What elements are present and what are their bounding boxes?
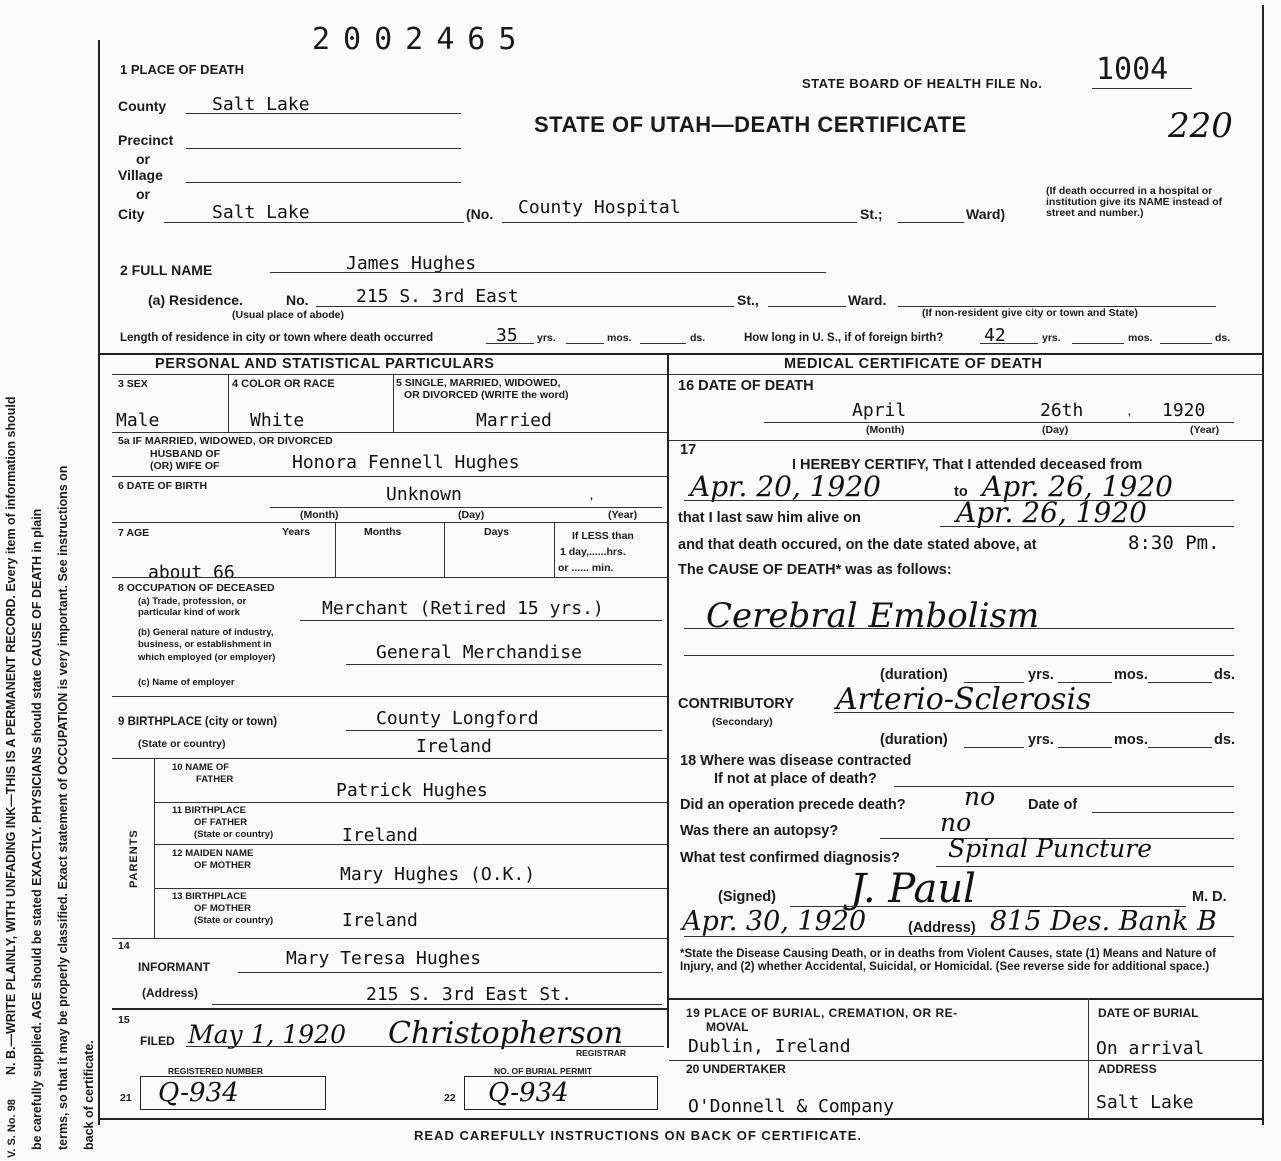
age-days-label: Days xyxy=(484,526,510,538)
undertaker-value: O'Donnell & Company xyxy=(688,1096,894,1117)
last-saw-date: Apr. 26, 1920 xyxy=(956,496,1147,529)
mother-birthplace-value: Ireland xyxy=(342,910,418,931)
father-name-value: Patrick Hughes xyxy=(336,780,488,801)
file-no: 1004 xyxy=(1096,52,1169,87)
registered-number: Q-934 xyxy=(158,1078,239,1108)
attended-from: Apr. 20, 1920 xyxy=(690,470,881,503)
certificate-title: STATE OF UTAH—DEATH CERTIFICATE xyxy=(534,112,967,137)
length-residence-label: Length of residence in city or town where death occurred xyxy=(120,332,434,344)
cause-of-death: Cerebral Embolism xyxy=(706,596,1040,636)
occupation-label: 8 OCCUPATION OF DECEASED xyxy=(118,582,275,594)
contributory-cause: Arterio-Sclerosis xyxy=(836,682,1092,717)
informant-label: INFORMANT xyxy=(138,960,210,974)
filed-date: May 1, 1920 xyxy=(188,1020,346,1049)
test-value: Spinal Puncture xyxy=(948,834,1152,863)
spouse-label: 5a IF MARRIED, WIDOWED, OR DIVORCED xyxy=(118,435,333,447)
undertaker-label: 20 UNDERTAKER xyxy=(686,1062,786,1076)
signed-label: (Signed) xyxy=(718,889,776,905)
sex-label: 3 SEX xyxy=(118,378,148,390)
residence-ward-label: Ward. xyxy=(848,292,887,308)
age-value: about 66 xyxy=(148,562,235,583)
registrar-number: 220 xyxy=(1168,106,1233,146)
residence-label: (a) Residence. xyxy=(148,292,243,308)
residence-st-label: St., xyxy=(737,292,759,308)
death-month: April xyxy=(852,400,907,421)
occupation-trade-value: Merchant (Retired 15 yrs.) xyxy=(322,598,604,619)
form-number: V. S. No. 98 xyxy=(6,1099,18,1158)
father-birthplace-value: Ireland xyxy=(342,825,418,846)
physician-address: 815 Des. Bank B xyxy=(990,906,1217,937)
sidebar-instruction-line2: be carefully supplied. AGE should be stated EXACTLY. PHYSICIANS should state CAUSE OF DEATH in plain xyxy=(30,508,44,1150)
birthplace-city-value: County Longford xyxy=(376,708,539,729)
color-label: 4 COLOR OR RACE xyxy=(232,378,335,390)
full-name-label: 2 FULL NAME xyxy=(120,262,213,278)
sidebar-instruction-line4: back of certificate. xyxy=(82,1040,96,1150)
age-years-label: Years xyxy=(282,526,311,538)
marital-label: 5 SINGLE, MARRIED, WIDOWED, xyxy=(396,377,561,389)
burial-permit-number: Q-934 xyxy=(488,1078,569,1108)
undertaker-address-label: ADDRESS xyxy=(1098,1062,1157,1076)
dob-value: Unknown xyxy=(386,484,462,505)
physician-address-label: (Address) xyxy=(908,920,976,936)
attended-to: Apr. 26, 1920 xyxy=(982,470,1173,503)
age-months-label: Months xyxy=(364,526,402,538)
physician-signature: J. Paul xyxy=(850,866,976,912)
informant-value: Mary Teresa Hughes xyxy=(286,948,482,969)
footer-instructions: READ CAREFULLY INSTRUCTIONS ON BACK OF CERTIFICATE. xyxy=(414,1128,862,1143)
signed-date: Apr. 30, 1920 xyxy=(682,906,867,937)
us-residence-label: How long in U. S., if of foreign birth? xyxy=(744,332,944,344)
contracted-label: 18 Where was disease contracted xyxy=(680,753,912,769)
sidebar-instruction-line1: N. B.—WRITE PLAINLY, WITH UNFADING INK—THIS IS A PERMANENT RECORD. Every item of information should xyxy=(4,396,18,1075)
autopsy-label: Was there an autopsy? xyxy=(680,823,839,839)
us-years: 42 xyxy=(984,325,1006,346)
cause-label: The CAUSE OF DEATH* was as follows: xyxy=(678,562,952,578)
file-no-label: STATE BOARD OF HEALTH FILE No. xyxy=(802,76,1043,91)
form-left-border xyxy=(98,40,100,1125)
birthplace-country-value: Ireland xyxy=(416,736,492,757)
parents-label: PARENTS xyxy=(128,829,140,888)
sex-value: Male xyxy=(116,410,160,431)
burial-place-label: 19 PLACE OF BURIAL, CREMATION, OR RE- xyxy=(686,1006,958,1020)
age-label: 7 AGE xyxy=(118,527,150,539)
length-years: 35 xyxy=(496,325,518,346)
marital-value: Married xyxy=(476,410,552,431)
abode-note: (Usual place of abode) xyxy=(232,309,345,321)
nonresident-note: (If non-resident give city or town and State) xyxy=(922,307,1138,319)
birthplace-label: 9 BIRTHPLACE (city or town) xyxy=(118,716,278,728)
operation-value: no xyxy=(964,782,996,811)
burial-date-value: On arrival xyxy=(1096,1038,1205,1059)
death-day: 26th xyxy=(1040,400,1084,421)
residence-no-label: No. xyxy=(286,292,309,308)
ward-label: Ward) xyxy=(966,206,1006,222)
city-label: City xyxy=(118,206,145,222)
informant-address-label: (Address) xyxy=(142,986,199,1000)
county-value: Salt Lake xyxy=(212,94,310,115)
operation-label: Did an operation precede death? xyxy=(680,797,906,813)
spouse-value: Honora Fennell Hughes xyxy=(292,452,520,473)
test-label: What test confirmed diagnosis? xyxy=(680,850,900,866)
certify-text: I HEREBY CERTIFY, That I attended deceased from xyxy=(792,457,1143,473)
medical-section-title: MEDICAL CERTIFICATE OF DEATH xyxy=(784,356,1043,372)
hospital-note: (If death occurred in a hospital or institution give its NAME instead of street and number.) xyxy=(1046,185,1223,219)
place-of-death-label: 1 PLACE OF DEATH xyxy=(120,62,244,77)
contributory-label: CONTRIBUTORY xyxy=(678,696,794,712)
hospital-value: County Hospital xyxy=(518,197,681,218)
certificate-number: 2002465 xyxy=(312,22,530,57)
occupation-industry-value: General Merchandise xyxy=(376,642,582,663)
death-year: 1920 xyxy=(1162,400,1206,421)
color-value: White xyxy=(250,410,305,431)
informant-address-value: 215 S. 3rd East St. xyxy=(366,984,572,1005)
burial-place-value: Dublin, Ireland xyxy=(688,1036,851,1057)
occurred-label: and that death occured, on the date stated above, at xyxy=(678,537,1037,553)
burial-date-label: DATE OF BURIAL xyxy=(1098,1006,1199,1020)
precinct-label: Precinct xyxy=(118,132,174,148)
county-label: County xyxy=(118,98,167,114)
medical-footnote: *State the Disease Causing Death, or in deaths from Violent Causes, state (1) Means and Nature of Injury, and (2) whether Accidental, Suicidal, or Homicidal. (See reverse side for additional space.) xyxy=(680,948,1216,973)
full-name-value: James Hughes xyxy=(346,253,477,274)
form-right-border xyxy=(1262,5,1264,1125)
city-value: Salt Lake xyxy=(212,202,310,223)
dob-label: 6 DATE OF BIRTH xyxy=(118,480,208,492)
undertaker-address-value: Salt Lake xyxy=(1096,1092,1194,1113)
mother-name-value: Mary Hughes (O.K.) xyxy=(340,864,536,885)
last-saw-label: that I last saw him alive on xyxy=(678,510,861,526)
sidebar-instruction-line3: terms, so that it may be properly classified. Exact statement of OCCUPATION is very important. See instructions on xyxy=(56,465,70,1150)
filed-label: FILED xyxy=(140,1034,175,1048)
autopsy-value: no xyxy=(940,808,972,837)
village-label: Village xyxy=(118,167,163,183)
date-of-death-label: 16 DATE OF DEATH xyxy=(678,378,814,394)
residence-value: 215 S. 3rd East xyxy=(356,286,519,307)
time-of-death: 8:30 Pm. xyxy=(1128,532,1220,554)
st-label: St.; xyxy=(860,206,883,222)
personal-section-title: PERSONAL AND STATISTICAL PARTICULARS xyxy=(155,356,495,372)
street-no-label: (No. xyxy=(466,206,494,222)
registrar-signature: Christopherson xyxy=(388,1016,624,1051)
